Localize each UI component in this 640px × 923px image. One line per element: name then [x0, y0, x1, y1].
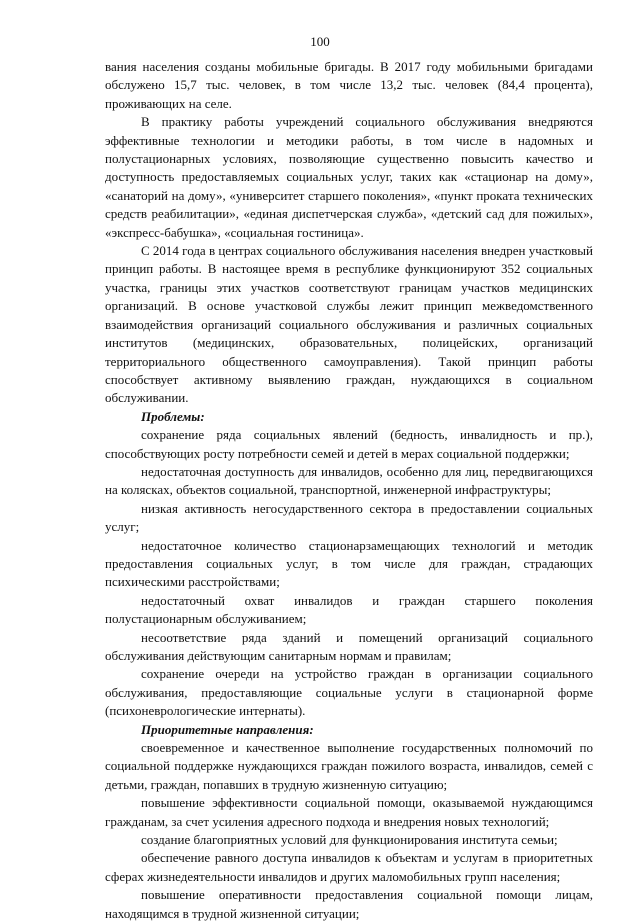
- priorities-heading: Приоритетные направления:: [141, 721, 314, 737]
- page-content: [105, 58, 593, 923]
- paragraph: вания населения созданы мобильные бригады. В 2017 году мобильными бригадами обслужено 15,7 тыс. человек, в том числе 13,2 тыс. человек (84,4 процента), проживающих на селе.: [105, 59, 593, 111]
- problem-item: несоответствие ряда зданий и помещений организаций социального обслуживания действующим санитарным нормам и правилам;: [105, 629, 593, 663]
- problems-heading: Проблемы:: [141, 408, 205, 424]
- paragraph: С 2014 года в центрах социального обслуживания населения внедрен участковый принцип работы. В настоящее время в республике функционируют 352 социальных участка, границы этих участков соответствуют границам участков медицинских организаций. В основе участковой службы лежит принцип межведомственного взаимодействия организаций социального обслуживания и различных социальных институтов (медицинских, образовательных, полицейских, организаций территориального общественного самоуправления). Такой принцип работы способствует активному выявлению граждан, нуждающихся в социальном обслуживании.: [105, 243, 593, 406]
- problem-item: сохранение очереди на устройство граждан в организации социального обслуживания, предоставляющие социальные услуги в стационарной форме (психоневрологические интернаты).: [105, 666, 593, 719]
- page-number: 100: [310, 34, 330, 49]
- problem-item: недостаточное количество стационарзамещающих технологий и методик предоставления социальных услуг, в том числе для граждан, страдающих психическими расстройствами;: [105, 537, 593, 590]
- priority-item: своевременное и качественное выполнение государственных полномочий по социальной поддержке нуждающихся граждан пожилого возраста, инвалидов, семей с детьми, граждан, попавших в трудную жизненную ситуацию;: [105, 740, 593, 792]
- problem-item: недостаточный охват инвалидов и граждан старшего поколения полустационарным обслуживанием;: [105, 592, 593, 627]
- problem-item: сохранение ряда социальных явлений (бедность, инвалидность и пр.), способствующих росту потребности семей и детей в мерах социальной поддержки;: [105, 427, 593, 461]
- priority-item: повышение эффективности социальной помощи, оказываемой нуждающимся гражданам, за счет усиления адресного подхода и внедрения новых технологий;: [105, 795, 593, 829]
- priority-item: повышение оперативности предоставления социальной помощи лицам, находящимся в трудной жизненной ситуации;: [105, 887, 593, 921]
- priority-item: создание благоприятных условий для функционирования института семьи;: [141, 832, 558, 848]
- problem-item: низкая активность негосударственного сектора в предоставлении социальных услуг;: [105, 500, 593, 535]
- paragraph: В практику работы учреждений социального обслуживания внедряются эффективные технологии и методики работы, в том числе в надомных и полустационарных условиях, позволяющие существенно повысить качество и доступность предоставляемых социальных услуг, таких как «стационар на дому», «санаторий на дому», «университет старшего поколения», «пункт проката технических средств реабилитации», «единая диспетчерская служба», «детский сад для пожилых», «экспресс-бабушка», «социальная гостиница».: [105, 114, 593, 240]
- priority-item: обеспечение равного доступа инвалидов к объектам и услугам в приоритетных сферах жизнедеятельности инвалидов и других маломобильных групп населения;: [105, 850, 593, 884]
- problem-item: недостаточная доступность для инвалидов, особенно для лиц, передвигающихся на колясках, объектов социальной, транспортной, инженерной инфраструктуры;: [105, 463, 593, 498]
